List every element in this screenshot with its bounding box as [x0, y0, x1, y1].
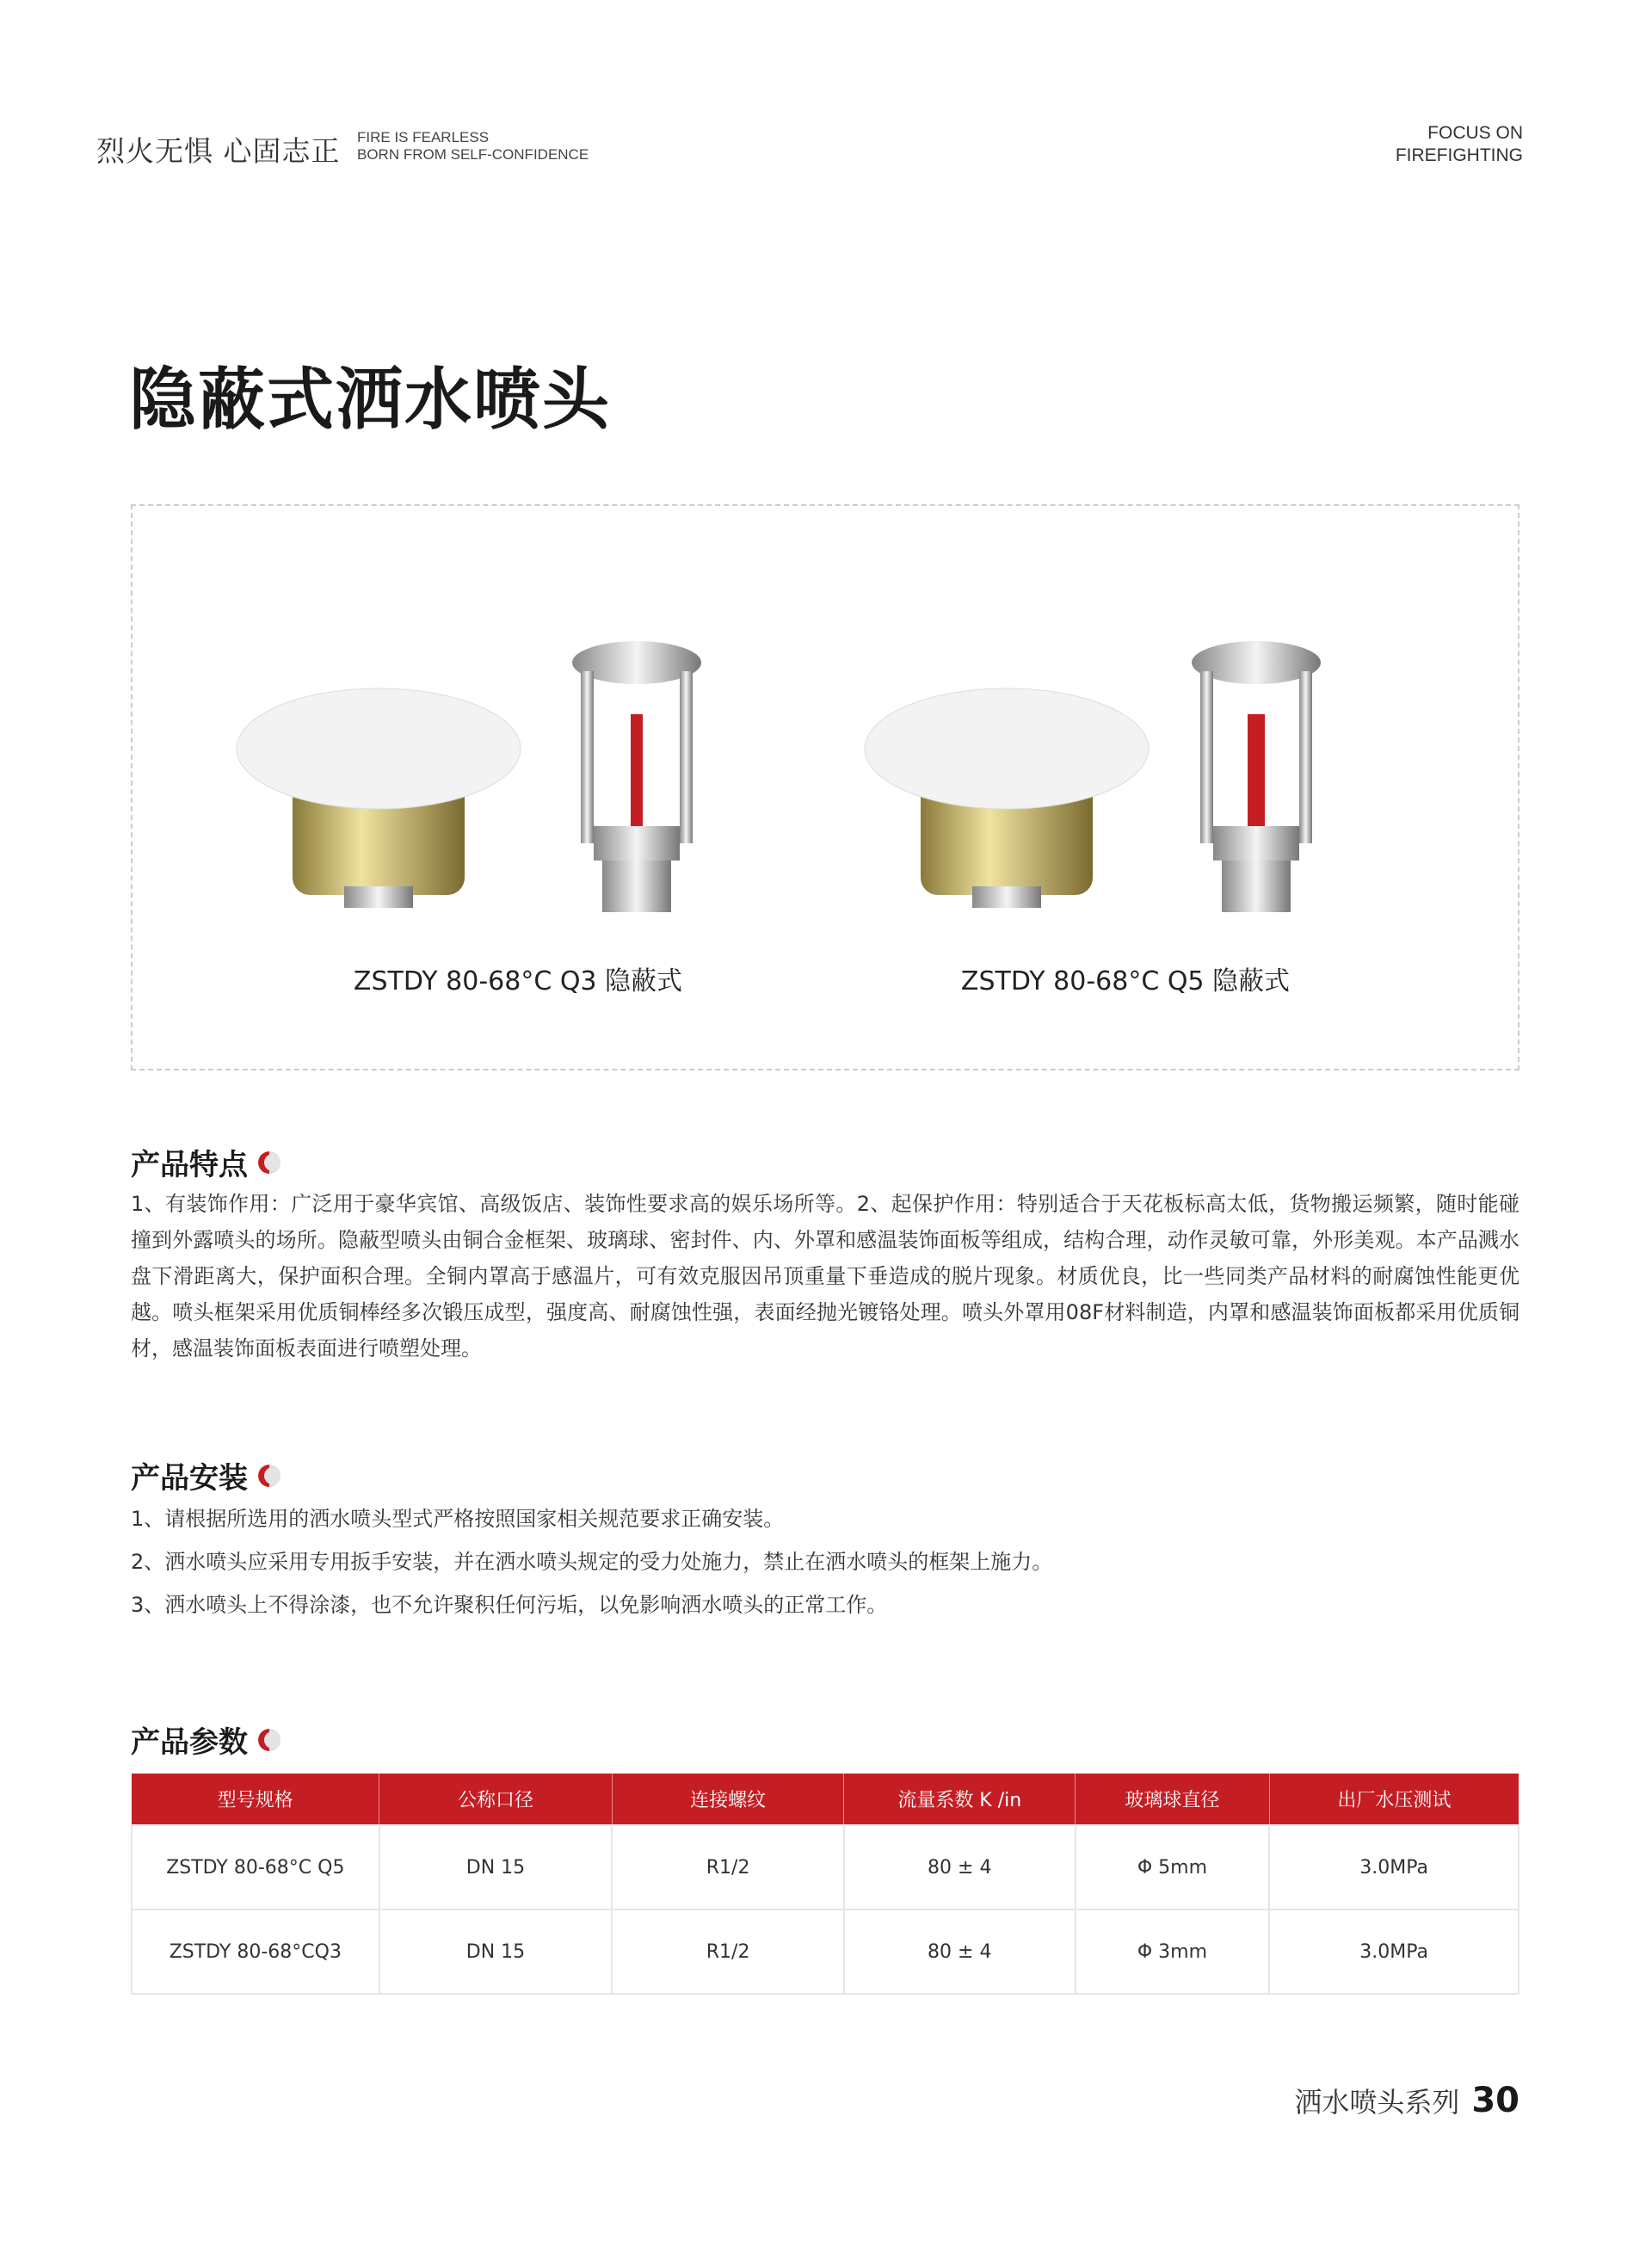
bullet-dot-icon — [258, 1465, 280, 1487]
column-header: 连接螺纹 — [612, 1774, 844, 1825]
bullet-dot-icon — [258, 1151, 280, 1174]
product-images — [232, 620, 1385, 929]
table-row — [132, 1825, 1519, 1909]
install-item: 1、请根据所选用的洒水喷头型式严格按照国家相关规范要求正确安装。 — [131, 1507, 785, 1531]
column-header: 流量系数 K /in — [844, 1774, 1076, 1825]
section-heading-params — [131, 1718, 280, 1761]
column-header: 玻璃球直径 — [1076, 1774, 1270, 1825]
focus-line: FOCUS ON — [1427, 123, 1523, 143]
sprinkler-head-q5 — [1192, 641, 1321, 912]
bullet-dot-icon — [258, 1729, 280, 1751]
table-cell: R1/2 — [612, 1825, 844, 1909]
table-row — [132, 1909, 1519, 1994]
install-item: 2、洒水喷头应采用专用扳手安装，并在洒水喷头规定的受力处施力，禁止在洒水喷头的框架上施力。 — [131, 1550, 1053, 1574]
table-cell: Φ 3mm — [1076, 1909, 1270, 1994]
features-paragraph: 1、有装饰作用：广泛用于豪华宾馆、高级饭店、装饰性要求高的娱乐场所等。2、起保护作用：特别适合于天花板标高太低，货物搬运频繁，随时能碰撞到外露喷头的场所。隐蔽型喷头由铜合金框架、玻璃球、密封件、内、外罩和感温装饰面板等组成，结构合理，动作灵敏可靠，外形美观。本产品溅水盘下滑距离大，保护面积合理。全铜内罩高于感温片，可有效克服因吊顶重量下垂造成的脱片现象。材质优良，比一些同类产品材料的耐腐蚀性能更优越。喷头框架采用优质铜棒经多次锻压成型，强度高、耐腐蚀性强，表面经抛光镀铬处理。喷头外罩用08F材料制造，内罩和感温装饰面板都采用优质铜材，感温装饰面板表面进行喷塑处理。 — [131, 1192, 1519, 1360]
table-cell: DN 15 — [379, 1825, 613, 1909]
focus-tagline — [1396, 122, 1523, 167]
table-cell: 3.0MPa — [1269, 1909, 1519, 1994]
page-footer — [1294, 2081, 1519, 2120]
page-title: 隐蔽式洒水喷头 — [129, 361, 612, 439]
slogan-en-line: FIRE IS FEARLESS — [357, 129, 490, 145]
install-item: 3、洒水喷头上不得涂漆，也不允许聚积任何污垢，以免影响洒水喷头的正常工作。 — [131, 1593, 888, 1617]
table-cell: ZSTDY 80-68°C Q5 — [132, 1825, 379, 1909]
slogan-en-line: BORN FROM SELF-CONFIDENCE — [357, 146, 589, 163]
table-cell: Φ 5mm — [1076, 1825, 1270, 1909]
heading-text: 产品参数 — [131, 1725, 248, 1760]
slogan-cn: 烈火无惧 心固志正 — [96, 134, 341, 168]
table-cell: 80 ± 4 — [844, 1909, 1076, 1994]
cover-plate-q3 — [237, 688, 521, 908]
section-heading-features — [131, 1141, 280, 1183]
focus-line: FIREFIGHTING — [1395, 145, 1523, 165]
table-cell: 80 ± 4 — [844, 1825, 1076, 1909]
page-number: 30 — [1471, 2081, 1519, 2120]
table-cell: DN 15 — [379, 1909, 613, 1994]
table-cell: 3.0MPa — [1269, 1825, 1519, 1909]
column-header: 出厂水压测试 — [1269, 1774, 1519, 1825]
slogan-en — [357, 129, 589, 163]
table-cell: R1/2 — [612, 1909, 844, 1994]
column-header: 公称口径 — [379, 1774, 613, 1825]
cover-plate-q5 — [865, 688, 1149, 908]
product-caption: ZSTDY 80-68°C Q3 隐蔽式 — [353, 966, 683, 996]
heading-text: 产品特点 — [131, 1148, 248, 1182]
params-table — [131, 1774, 1519, 1995]
series-name: 洒水喷头系列 — [1294, 2086, 1460, 2119]
product-caption: ZSTDY 80-68°C Q5 隐蔽式 — [960, 966, 1291, 996]
column-header: 型号规格 — [132, 1774, 379, 1825]
table-header-row — [132, 1774, 1519, 1825]
section-heading-install — [131, 1454, 280, 1496]
heading-text: 产品安装 — [131, 1461, 248, 1496]
table-cell: ZSTDY 80-68°CQ3 — [132, 1909, 379, 1994]
sprinkler-head-q3 — [572, 641, 701, 912]
